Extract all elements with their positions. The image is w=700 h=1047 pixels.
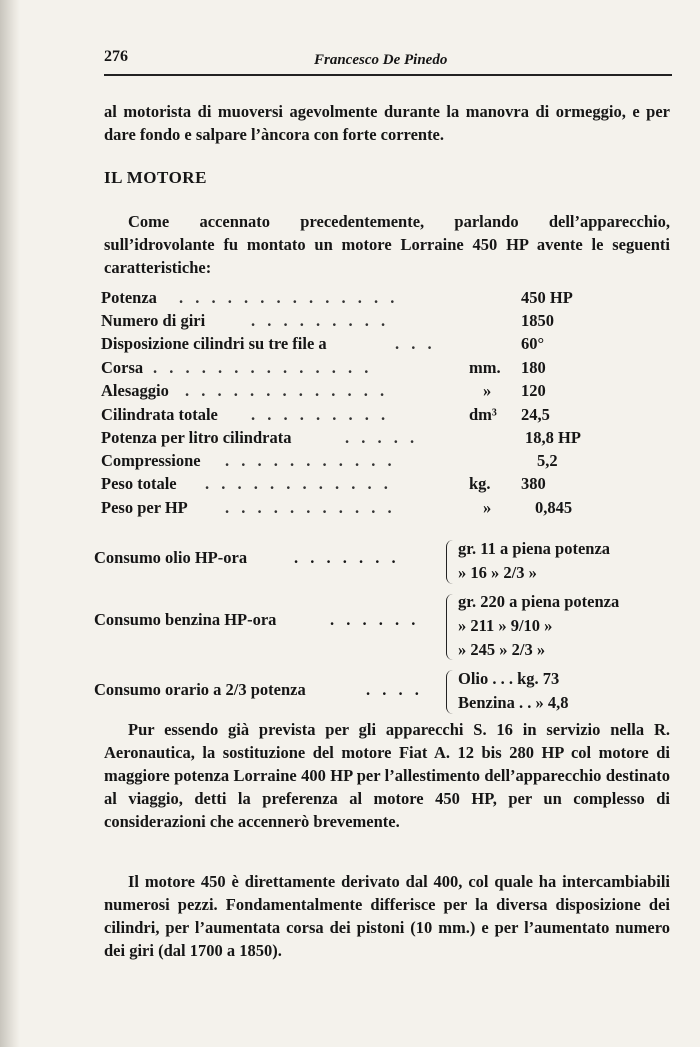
spec-label: Potenza	[101, 288, 157, 307]
consumption-group-oil	[94, 538, 664, 588]
brace-mark	[446, 540, 453, 584]
leader-dots: . . . . . . . . . . . . .	[185, 381, 389, 400]
spec-label: Potenza per litro cilindrata	[101, 428, 292, 447]
leader-dots: . . . . . . . . . . . .	[205, 474, 392, 493]
running-header	[104, 44, 672, 76]
spec-unit: dm³	[469, 405, 497, 424]
leader-dots: . . . . .	[345, 428, 419, 447]
brace-mark	[446, 594, 453, 660]
leader-dots: . . .	[395, 334, 436, 353]
spec-value: 380	[521, 474, 546, 493]
spec-label: Peso per HP	[101, 498, 188, 517]
spec-label: Disposizione cilindri su tre file a	[101, 334, 327, 353]
spec-value: 5,2	[537, 451, 558, 470]
spec-value: 180	[521, 358, 546, 377]
spec-unit: mm.	[469, 358, 501, 377]
spec-label: Corsa	[101, 358, 144, 377]
page-number: 276	[104, 48, 128, 65]
consumption-group-hourly	[94, 668, 664, 718]
leader-dots: . . . . . . . . . . .	[225, 451, 396, 470]
spec-row	[101, 451, 661, 474]
lead-paragraph: Come accennato precedentemente, parlando dell’apparecchio, sull’idrovolante fu montato un motore Lorraine 450 HP avente le seguenti caratteristiche:	[104, 212, 670, 277]
spec-label: Peso totale	[101, 474, 177, 493]
consumption-group-fuel	[94, 590, 664, 664]
spec-label: Cilindrata totale	[101, 405, 218, 424]
spec-value: 60°	[521, 334, 545, 353]
spec-value: 0,845	[535, 498, 573, 517]
consumption-label: Consumo orario a 2/3 potenza	[94, 680, 306, 699]
leader-dots: . . . . . .	[330, 610, 420, 629]
consumption-line: Benzina . . » 4,8	[458, 693, 569, 712]
consumption-line: gr. 220 a piena potenza	[458, 592, 620, 611]
running-title: Francesco De Pinedo	[314, 52, 448, 68]
leader-dots: . . . . . . . . .	[251, 405, 390, 424]
spec-row	[101, 428, 661, 451]
spec-value: 24,5	[521, 405, 550, 424]
spec-row	[101, 405, 661, 428]
leader-dots: . . . . . . . . . . . . . .	[153, 358, 373, 377]
spec-row	[101, 474, 661, 497]
spec-label: Compressione	[101, 451, 201, 470]
spec-row	[101, 311, 661, 334]
spec-row	[101, 381, 661, 404]
spec-row	[101, 334, 661, 357]
consumption-line: Olio . . . kg. 73	[458, 669, 560, 688]
spec-row	[101, 358, 661, 381]
spec-unit: »	[483, 381, 492, 400]
leader-dots: . . . . . . . . . . .	[225, 498, 396, 517]
spec-row	[101, 498, 661, 521]
spec-unit: kg.	[469, 474, 491, 493]
consumption-label: Consumo benzina HP-ora	[94, 610, 277, 629]
spec-unit: »	[483, 498, 492, 517]
consumption-line: » 245 » 2/3 »	[458, 640, 546, 659]
page-gutter-shadow	[0, 0, 20, 1047]
intro-paragraph: al motorista di muoversi agevolmente durante la manovra di ormeggio, e per dare fondo e salpare l’àncora con forte corrente.	[104, 102, 670, 144]
leader-dots: . . . . . . . . . . . . . .	[179, 288, 399, 307]
consumption-line: gr. 11 a piena potenza	[458, 539, 611, 558]
spec-value: 450 HP	[521, 288, 573, 307]
leader-dots: . . . .	[366, 680, 423, 699]
paragraph-three: Il motore 450 è direttamente derivato dal 400, col quale ha intercambiabili numerosi pezzi. Fondamentalmente differisce per la diversa disposizione dei cilindri, per l’aumentata corsa dei pistoni (10 mm.) e per l’aumentato numero dei giri (dal 1700 a 1850).	[104, 872, 670, 960]
leader-dots: . . . . . . .	[294, 548, 400, 567]
consumption-line: » 211 » 9/10 »	[458, 616, 553, 635]
spec-value: 18,8 HP	[525, 428, 581, 447]
spec-value: 1850	[521, 311, 554, 330]
section-heading: IL MOTORE	[104, 168, 207, 187]
brace-mark	[446, 670, 453, 714]
consumption-label: Consumo olio HP-ora	[94, 548, 248, 567]
consumption-line: » 16 » 2/3 »	[458, 563, 537, 582]
spec-row	[101, 288, 661, 311]
spec-label: Numero di giri	[101, 311, 206, 330]
paragraph-two: Pur essendo già prevista per gli apparecchi S. 16 in servizio nella R. Aeronautica, la sostituzione del motore Fiat A. 12 bis 280 HP col motore di maggiore potenza Lorraine 400 HP per l’allestimento dell’apparecchio destinato al viaggio, detti la preferenza al motore 450 HP, per un complesso di considerazioni che accennerò brevemente.	[104, 720, 670, 831]
spec-label: Alesaggio	[101, 381, 169, 400]
spec-value: 120	[521, 381, 546, 400]
leader-dots: . . . . . . . . .	[251, 311, 390, 330]
